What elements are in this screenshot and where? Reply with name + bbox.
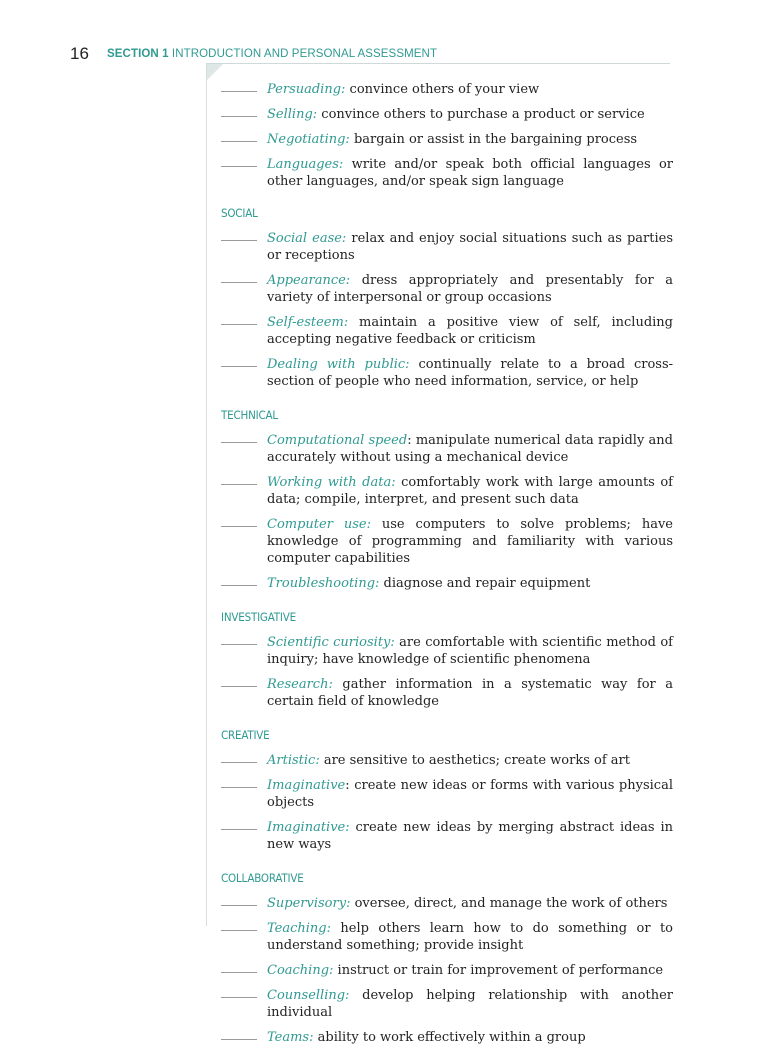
checklist-item-social-ease bbox=[221, 230, 673, 264]
skill-term: Working with data: bbox=[267, 475, 396, 490]
skill-term: Imaginative: bbox=[267, 820, 350, 835]
item-text bbox=[267, 962, 673, 979]
skill-description: convince others of your view bbox=[345, 82, 540, 97]
rating-blank[interactable] bbox=[221, 516, 257, 527]
skill-description: are sensitive to aesthetics; create works of art bbox=[319, 753, 630, 768]
rating-blank[interactable] bbox=[221, 752, 257, 763]
item-text bbox=[267, 895, 673, 912]
margin-rule bbox=[206, 64, 207, 926]
skill-term: Teaching: bbox=[267, 921, 331, 936]
skill-term: Dealing with public: bbox=[267, 357, 410, 372]
skill-description: are comfortable with scientific method of inquiry; have knowledge of scientific phenomena bbox=[267, 635, 673, 667]
page-header bbox=[0, 0, 758, 70]
skill-term: Teams: bbox=[267, 1030, 314, 1045]
item-text bbox=[267, 634, 673, 668]
rating-blank[interactable] bbox=[221, 272, 257, 283]
skill-term: Imaginative bbox=[267, 778, 346, 793]
rating-blank[interactable] bbox=[221, 131, 257, 142]
corner-tab bbox=[207, 64, 223, 80]
rating-blank[interactable] bbox=[221, 314, 257, 325]
rating-blank[interactable] bbox=[221, 106, 257, 117]
section-heading-technical: TECHNICAL bbox=[221, 408, 278, 422]
rating-blank[interactable] bbox=[221, 676, 257, 687]
checklist-item-supervisory bbox=[221, 895, 673, 912]
skill-term: Counselling: bbox=[267, 988, 350, 1003]
skill-description: instruct or train for improvement of performance bbox=[333, 963, 664, 978]
skill-description: maintain a positive view of self, including accepting negative feedback or criticism bbox=[267, 315, 673, 347]
skill-term: Languages: bbox=[267, 157, 344, 172]
skill-term: Self-esteem: bbox=[267, 315, 349, 330]
skill-term: Troubleshooting: bbox=[267, 576, 380, 591]
item-text bbox=[267, 230, 673, 264]
page-number: 16 bbox=[70, 44, 89, 63]
item-text bbox=[267, 777, 673, 811]
item-text bbox=[267, 106, 673, 123]
checklist-item-self-esteem bbox=[221, 314, 673, 348]
checklist-item-appearance bbox=[221, 272, 673, 306]
checklist-item-teaching bbox=[221, 920, 673, 954]
checklist-item-troubleshooting bbox=[221, 575, 673, 592]
checklist-item-working-with-data bbox=[221, 474, 673, 508]
skill-term: Negotiating: bbox=[267, 132, 350, 147]
running-head bbox=[107, 48, 437, 60]
skill-description: : manipulate numerical data rapidly and accurately without using a mechanical device bbox=[267, 433, 673, 465]
checklist-item-imaginative bbox=[221, 819, 673, 853]
section-heading-social: SOCIAL bbox=[221, 206, 258, 220]
skill-description: help others learn how to do something or to understand something; provide insight bbox=[267, 921, 673, 953]
skill-description: ability to work effectively within a group bbox=[313, 1030, 586, 1045]
rating-blank[interactable] bbox=[221, 575, 257, 586]
skill-description: continually relate to a broad cross-section of people who need information, service, or help bbox=[267, 357, 674, 389]
rating-blank[interactable] bbox=[221, 1029, 257, 1040]
checklist-item-teams bbox=[221, 1029, 673, 1046]
item-text bbox=[267, 752, 673, 769]
rating-blank[interactable] bbox=[221, 962, 257, 973]
rating-blank[interactable] bbox=[221, 356, 257, 367]
skill-term: Supervisory: bbox=[267, 896, 351, 911]
skill-description: : create new ideas or forms with various physical objects bbox=[267, 778, 673, 810]
skill-description: diagnose and repair equipment bbox=[379, 576, 591, 591]
skill-description: bargain or assist in the bargaining process bbox=[349, 132, 638, 147]
skill-term: Computational speed bbox=[267, 433, 408, 448]
rating-blank[interactable] bbox=[221, 230, 257, 241]
item-text bbox=[267, 987, 673, 1021]
item-text bbox=[267, 516, 673, 567]
item-text bbox=[267, 156, 673, 190]
rating-blank[interactable] bbox=[221, 987, 257, 998]
skill-description: gather information in a systematic way for a certain field of knowledge bbox=[267, 677, 673, 709]
rating-blank[interactable] bbox=[221, 819, 257, 830]
checklist-item-languages bbox=[221, 156, 673, 190]
section-label: SECTION 1 bbox=[107, 48, 169, 60]
item-text bbox=[267, 676, 673, 710]
skill-description: dress appropriately and presentably for a variety of interpersonal or group occasions bbox=[267, 273, 673, 305]
checklist-item-negotiating bbox=[221, 131, 673, 148]
skill-term: Social ease: bbox=[267, 231, 347, 246]
item-text bbox=[267, 432, 673, 466]
skill-term: Appearance: bbox=[267, 273, 351, 288]
item-text bbox=[267, 575, 673, 592]
skill-term: Coaching: bbox=[267, 963, 334, 978]
checklist-item-dealing-with-public bbox=[221, 356, 673, 390]
skill-description: comfortably work with large amounts of data; compile, interpret, and present such data bbox=[267, 475, 673, 507]
checklist-item-computer-use bbox=[221, 516, 673, 567]
item-text bbox=[267, 819, 673, 853]
skill-term: Selling: bbox=[267, 107, 318, 122]
checklist-item-artistic bbox=[221, 752, 673, 769]
checklist-item-selling bbox=[221, 106, 673, 123]
item-text bbox=[267, 920, 673, 954]
checklist-item-persuading bbox=[221, 81, 673, 98]
section-heading-investigative: INVESTIGATIVE bbox=[221, 610, 296, 624]
item-text bbox=[267, 272, 673, 306]
rating-blank[interactable] bbox=[221, 156, 257, 167]
skill-description: oversee, direct, and manage the work of others bbox=[350, 896, 668, 911]
item-text bbox=[267, 474, 673, 508]
item-text bbox=[267, 356, 673, 390]
skill-description: write and/or speak both official languages or other languages, and/or speak sign language bbox=[267, 157, 673, 189]
checklist-item-research bbox=[221, 676, 673, 710]
rating-blank[interactable] bbox=[221, 634, 257, 645]
rating-blank[interactable] bbox=[221, 920, 257, 931]
skill-term: Persuading: bbox=[267, 82, 346, 97]
item-text bbox=[267, 1029, 673, 1046]
skill-description: develop helping relationship with another individual bbox=[267, 988, 673, 1020]
rating-blank[interactable] bbox=[221, 777, 257, 788]
checklist-content bbox=[221, 81, 673, 1054]
checklist-item-computational-speed bbox=[221, 432, 673, 466]
item-text bbox=[267, 314, 673, 348]
rating-blank[interactable] bbox=[221, 895, 257, 906]
checklist-item-counselling bbox=[221, 987, 673, 1021]
skill-term: Computer use: bbox=[267, 517, 371, 532]
checklist-item-imaginative bbox=[221, 777, 673, 811]
skill-term: Scientific curiosity: bbox=[267, 635, 395, 650]
skill-term: Research: bbox=[267, 677, 333, 692]
skill-description: convince others to purchase a product or service bbox=[317, 107, 645, 122]
rating-blank[interactable] bbox=[221, 432, 257, 443]
section-heading-creative: CREATIVE bbox=[221, 728, 270, 742]
skill-description: create new ideas by merging abstract ideas in new ways bbox=[267, 820, 673, 852]
rating-blank[interactable] bbox=[221, 474, 257, 485]
section-title: INTRODUCTION AND PERSONAL ASSESSMENT bbox=[171, 48, 438, 60]
item-text bbox=[267, 81, 673, 98]
skill-description: use computers to solve problems; have knowledge of programming and familiarity with various computer capabilities bbox=[267, 517, 673, 566]
item-text bbox=[267, 131, 673, 148]
rating-blank[interactable] bbox=[221, 81, 257, 92]
section-heading-collaborative: COLLABORATIVE bbox=[221, 871, 304, 885]
skill-description: relax and enjoy social situations such as parties or receptions bbox=[267, 231, 673, 263]
header-rule bbox=[206, 63, 670, 64]
skill-term: Artistic: bbox=[267, 753, 320, 768]
checklist-item-coaching bbox=[221, 962, 673, 979]
checklist-item-scientific-curiosity bbox=[221, 634, 673, 668]
